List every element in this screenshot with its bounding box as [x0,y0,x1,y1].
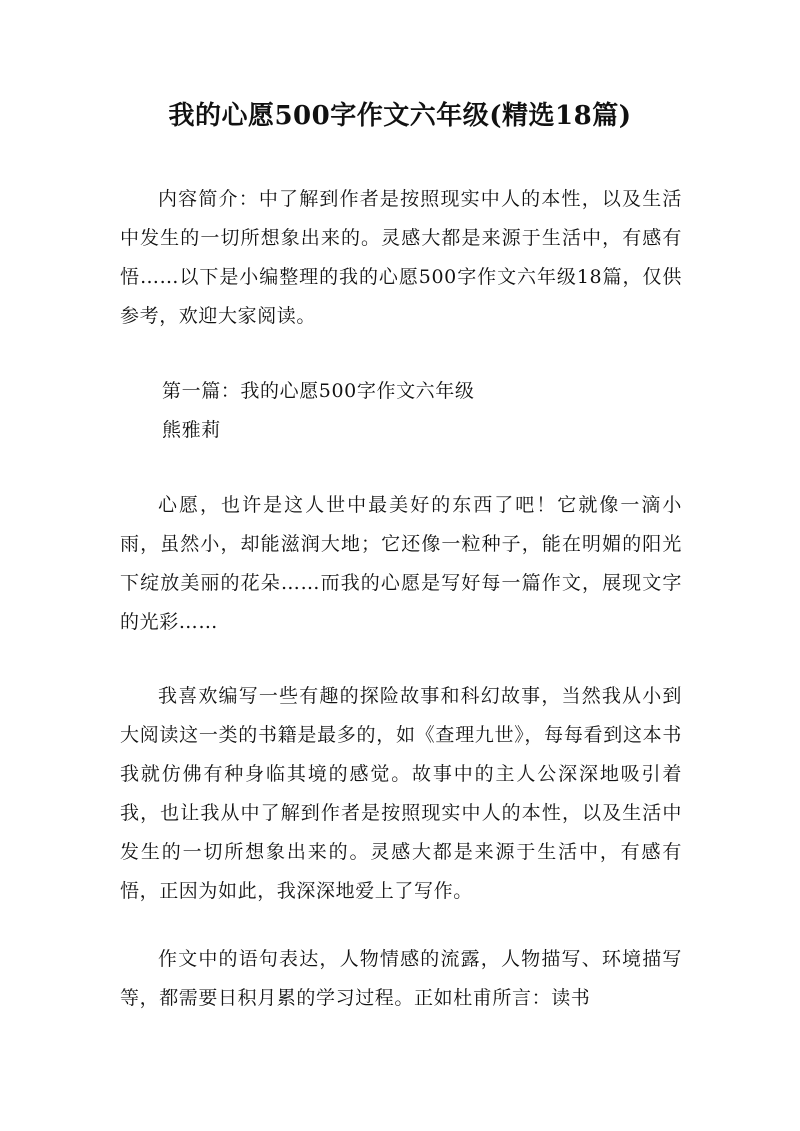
author-name: 熊雅莉 [162,419,221,441]
body-paragraph: 心愿，也许是这人世中最美好的东西了吧！它就像一滴小雨，虽然小，却能滋润大地；它还像一粒种子，能在明媚的阳光下绽放美丽的花朵……而我的心愿是写好每一篇作文，展现文字的光彩…… [120,494,682,633]
intro-paragraph: 内容简介：中了解到作者是按照现实中人的本性，以及生活中发生的一切所想象出来的。灵感大都是来源于生活中，有感有悟……以下是小编整理的我的心愿500字作文六年级18篇，仅供参考，欢迎大家阅读。 [120,188,682,327]
document-title: 我的心愿500字作文六年级(精选18篇) [168,101,632,131]
body-paragraph: 我喜欢编写一些有趣的探险故事和科幻故事，当然我从小到大阅读这一类的书籍是最多的，如《查理九世》，每每看到这本书我就仿佛有种身临其境的感觉。故事中的主人公深深地吸引着我，也让我从中了解到作者是按照现实中人的本性，以及生活中发生的一切所想象出来的。灵感大都是来源于生活中，有感有悟，正因为如此，我深深地爱上了写作。 [120,685,682,902]
body-paragraph: 作文中的语句表达，人物情感的流露，人物描写、环境描写等，都需要日积月累的学习过程。正如杜甫所言：读书 [120,948,682,1009]
chapter-title: 第一篇：我的心愿500字作文六年级 [162,380,475,402]
